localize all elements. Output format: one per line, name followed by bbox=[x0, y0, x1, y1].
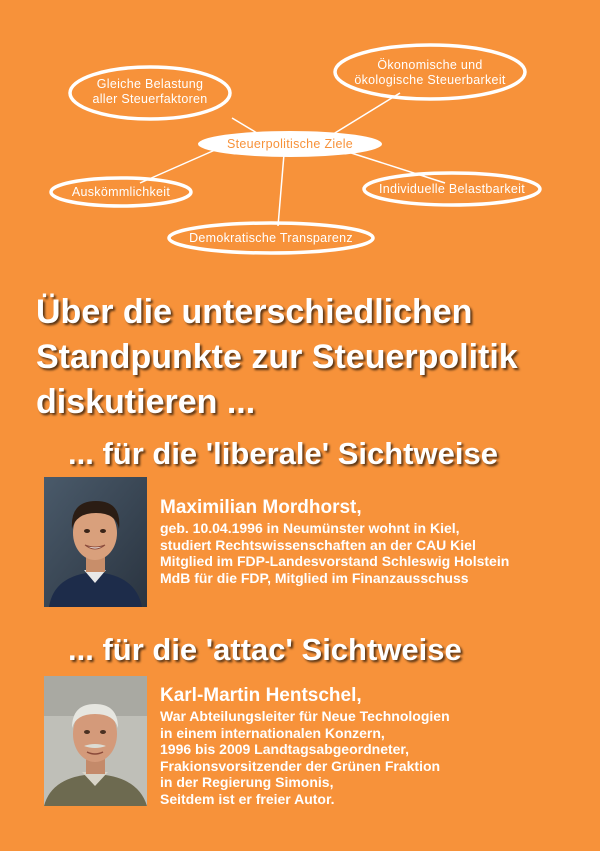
node-center-label: Steuerpolitische Ziele bbox=[226, 137, 354, 151]
node-gleiche-line1: Gleiche Belastung bbox=[96, 77, 204, 91]
bio-hentschel-line: Frakionsvorsitzender der Grünen Fraktion bbox=[160, 757, 441, 774]
node-oekonomisch-line1: Ökonomische und bbox=[377, 58, 483, 72]
bio-hentschel-line: in einem internationalen Konzern, bbox=[160, 724, 385, 741]
bio-mordhorst-line: studiert Rechtswissenschaften an der CAU Kiel bbox=[160, 536, 476, 553]
bio-mordhorst-line: Mitglied im FDP-Landesvorstand Schleswig Holstein bbox=[160, 553, 510, 569]
headline-line-1: Über die unterschiedlichen bbox=[36, 293, 473, 331]
portrait-mordhorst bbox=[44, 477, 147, 607]
headline-line-3: diskutieren ... bbox=[36, 383, 256, 421]
bio-mordhorst-line: geb. 10.04.1996 in Neumünster wohnt in Kiel, bbox=[160, 520, 460, 536]
node-gleiche-belastung bbox=[70, 77, 230, 107]
bio-hentschel-line: in der Regierung Simonis, bbox=[160, 774, 334, 790]
liberal-subheading: ... für die 'liberale' Sichtweise bbox=[68, 436, 498, 471]
node-auskoemmlichkeit: Auskömmlichkeit bbox=[71, 185, 171, 199]
main-headline bbox=[36, 290, 576, 425]
bio-mordhorst bbox=[160, 496, 509, 586]
bio-hentschel-line: War Abteilungsleiter für Neue Technologien bbox=[160, 708, 450, 724]
bio-mordhorst-name: Maximilian Mordhorst, bbox=[160, 497, 362, 518]
bio-mordhorst-line: MdB für die FDP, Mitglied im Finanzausschuss bbox=[160, 569, 469, 586]
headline-line-2: Standpunkte zur Steuerpolitik bbox=[36, 338, 518, 376]
portrait-hentschel bbox=[44, 676, 147, 806]
bio-hentschel bbox=[160, 684, 450, 807]
node-demokratische: Demokratische Transparenz bbox=[189, 231, 353, 245]
node-oekonomisch-line2: ökologische Steuerbarkeit bbox=[354, 73, 506, 87]
bio-hentschel-name: Karl-Martin Hentschel, bbox=[160, 685, 362, 706]
node-individuelle: Individuelle Belastbarkeit bbox=[378, 182, 526, 196]
mind-map-diagram bbox=[0, 0, 600, 270]
attac-subheading: ... für die 'attac' Sichtweise bbox=[68, 632, 462, 667]
bio-hentschel-line: 1996 bis 2009 Landtagsabgeordneter, bbox=[160, 741, 409, 757]
node-gleiche-line2: aller Steuerfaktoren bbox=[92, 92, 208, 106]
bio-hentschel-line: Seitdem ist er freier Autor. bbox=[160, 790, 335, 807]
node-oekonomisch bbox=[332, 58, 528, 88]
mind-map-lines bbox=[0, 0, 600, 270]
